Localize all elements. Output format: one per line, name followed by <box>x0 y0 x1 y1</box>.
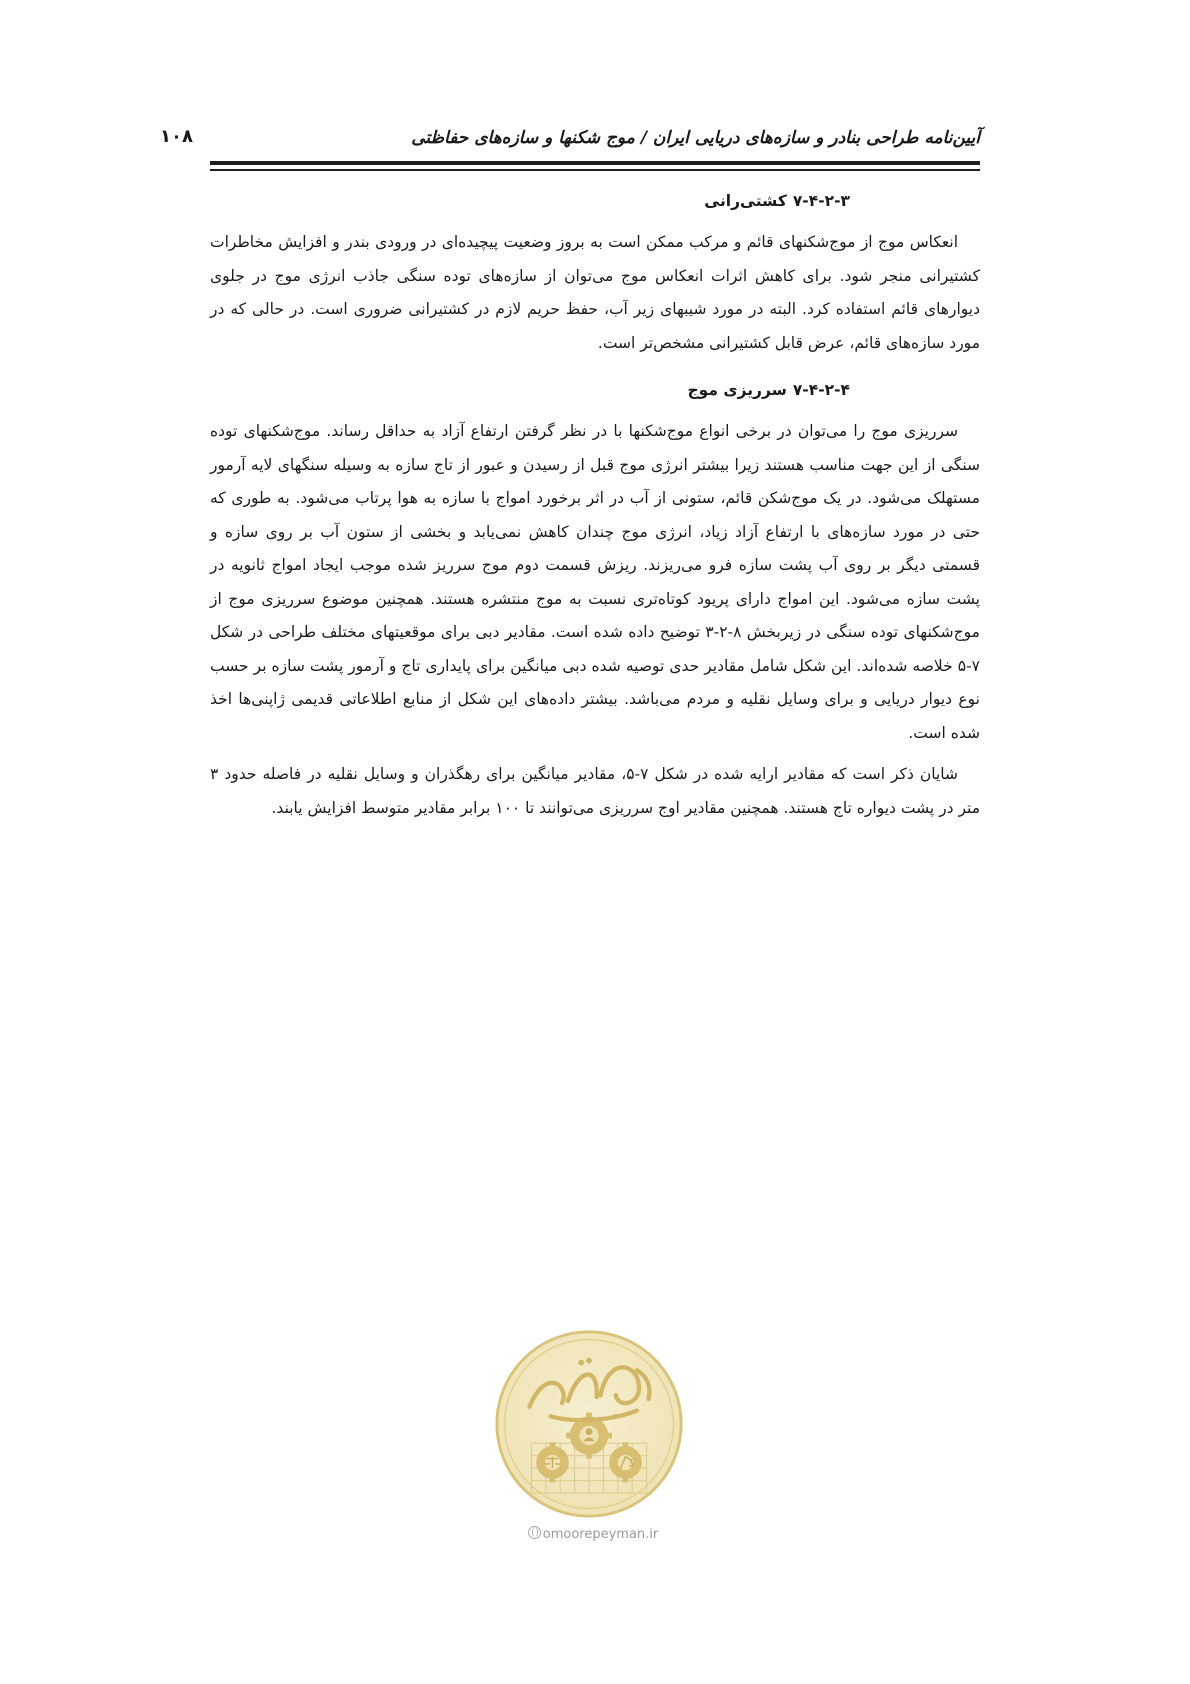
publisher-stamp-logo <box>493 1328 685 1520</box>
page-number: ۱۰۸ <box>160 126 193 147</box>
paragraph: شایان ذکر است که مقادیر ارایه شده در شکل ۷-۵، مقادیر میانگین برای رهگذران و وسایل نقلیه در فاصله حدود ۳ متر در پشت دیواره تاج هستند. همچنین مقادیر اوج سرریزی می‌توانند تا ۱۰۰ برابر مقادیر متوسط افزایش یابند. <box>210 765 980 817</box>
section-title: سرریزی موج <box>687 381 787 399</box>
section-number: ۷-۴-۲-۴ <box>792 381 850 399</box>
globe-icon <box>528 1526 541 1539</box>
stamp-url <box>498 1526 688 1542</box>
header-rule-thick <box>210 161 980 165</box>
section-title: کشتی‌رانی <box>704 192 787 210</box>
section-heading <box>210 374 980 407</box>
body-content <box>210 185 980 825</box>
paragraph: انعکاس موج از موج‌شکنهای قائم و مرکب ممکن است به بروز وضعیت پیچیده‌ای در ورودی بندر و افزایش مخاطرات کشتیرانی منجر شود. برای کاهش اثرات انعکاس موج می‌توان از سازه‌های توده سنگی جاذب انرژی موج در جلوی دیوارهای قائم استفاده کرد. البته در مورد شیبهای زیر آب، حفظ حریم لازم در کشتیرانی ضروری است. در حالی که در مورد سازه‌های قائم، عرض قابل کشتیرانی مشخص‌تر است. <box>210 233 980 352</box>
section-heading <box>210 185 980 218</box>
paragraph: سرریزی موج را می‌توان در برخی انواع موج‌شکنها با در نظر گرفتن ارتفاع آزاد به حداقل رساند. موج‌شکنهای توده سنگی از این جهت مناسب هستند زیرا بیشتر انرژی موج قبل از رسیدن و عبور از تاج سازه به وسیله سنگهای لایه آرمور مستهلک می‌شود. در یک موج‌شکن قائم، ستونی از آب در اثر برخورد امواج با سازه به هوا پرتاب می‌شود. به طوری که حتی در مورد سازه‌های با ارتفاع آزاد زیاد، انرژی موج چندان کاهش نمی‌یابد و بخشی از ستون آب بر روی سازه و قسمتی دیگر بر روی آب پشت سازه فرو می‌ریزند. ریزش قسمت دوم موج سرریز شده موجب ایجاد امواج ثانویه در پشت سازه می‌شود. این امواج دارای پریود کوتاه‌تری نسبت به موج منتشره هستند. همچنین موضوع سرریزی موج از موج‌شکنهای توده سنگی در زیربخش ۸-۲-۳ توضیح داده شده است. مقادیر دبی برای موقعیتهای مختلف طراحی در شکل ۷-۵ خلاصه شده‌اند. این شکل شامل مقادیر حدی توصیه شده دبی میانگین برای پایداری تاج و آرمور پشت سازه بر حسب نوع دیوار دریایی و برای وسایل نقلیه و مردم می‌باشد. بیشتر داده‌های این شکل از منابع اطلاعاتی قدیمی ژاپنی‌ها اخذ شده است. <box>210 422 980 742</box>
stamp-url-text: omoorepeyman.ir <box>542 1527 659 1542</box>
header-title: آیین‌نامه طراحی بنادر و سازه‌های دریایی ایران / موج شکنها و سازه‌های حفاظتی <box>411 128 980 148</box>
section-number: ۷-۴-۲-۳ <box>792 192 850 210</box>
running-header <box>160 122 980 162</box>
header-rule-thin <box>210 169 980 171</box>
